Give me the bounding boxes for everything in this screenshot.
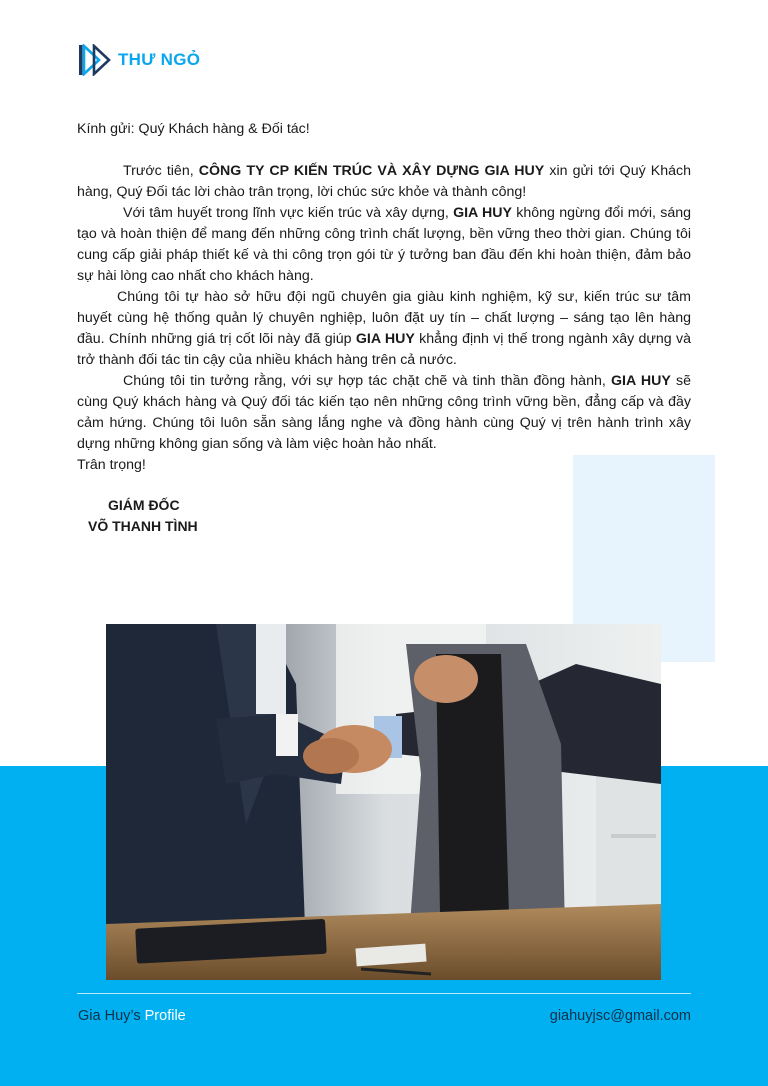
letter-closing: Trân trọng! xyxy=(77,457,146,473)
signature-name: VÕ THANH TÌNH xyxy=(88,518,198,534)
handshake-photo xyxy=(106,624,661,980)
letter-paragraph-3: Chúng tôi tự hào sở hữu đội ngũ chuyên gia giàu kinh nghiệm, kỹ sư, kiến trúc sư tâm huyết cùng hệ thống quản lý chuyên nghiệp, luôn đặt uy tín – chất lượng – sáng tạo lên hàng đầu. Chính những giá trị cốt lõi này đã giúp GIA HUY khẳng định vị thế trong ngành xây dựng và trở thành đối tác tin cậy của nhiều khách hàng trên cả nước. xyxy=(77,289,691,368)
page-header xyxy=(78,44,200,76)
company-name: CÔNG TY CP KIẾN TRÚC VÀ XÂY DỰNG GIA HUY xyxy=(198,163,545,179)
handshake-illustration xyxy=(106,624,661,980)
brand-name: GIA HUY xyxy=(453,205,512,221)
footer-brand-highlight: Profile xyxy=(144,1008,186,1024)
letter-paragraph-2: Với tâm huyết trong lĩnh vực kiến trúc và xây dựng, GIA HUY không ngừng đổi mới, sáng tạo và hoàn thiện để mang đến những công trình chất lượng, bền vững theo thời gian. Chúng tôi cung cấp giải pháp thiết kế và thi công trọn gói từ ý tưởng ban đầu đến khi hoàn thiện, đảm bảo sự hài lòng cao nhất cho khách hàng. xyxy=(77,205,692,284)
letter-body xyxy=(77,119,691,476)
page-title: THƯ NGỎ xyxy=(118,50,201,69)
brand-name: GIA HUY xyxy=(610,373,671,389)
brand-name: GIA HUY xyxy=(355,331,415,347)
footer-brand: Gia Huy’s Profile xyxy=(78,1008,186,1024)
signature-title: GIÁM ĐỐC xyxy=(108,497,180,513)
double-play-arrow-icon xyxy=(78,44,116,76)
footer-email[interactable]: giahuyjsc@gmail.com xyxy=(549,1008,691,1024)
letter-greeting: Kính gửi: Quý Khách hàng & Đối tác! xyxy=(77,121,310,137)
letter-paragraph-1: Trước tiên, CÔNG TY CP KIẾN TRÚC VÀ XÂY DỰNG GIA HUY xin gửi tới Quý Khách hàng, Quý Đối tác lời chào trân trọng, lời chúc sức khỏe và thành công! xyxy=(77,163,692,200)
letter-paragraph-4: Chúng tôi tin tưởng rằng, với sự hợp tác chặt chẽ và tinh thần đồng hành, GIA HUY sẽ cùng Quý khách hàng và Quý đối tác kiến tạo nên những công trình vững bền, đẳng cấp và đầy cảm hứng. Chúng tôi luôn sẵn sàng lắng nghe và đồng hành cùng Quý vị trên hành trình xây dựng những không gian sống và làm việc hoàn hảo nhất. xyxy=(77,373,691,452)
footer-divider xyxy=(77,993,691,994)
